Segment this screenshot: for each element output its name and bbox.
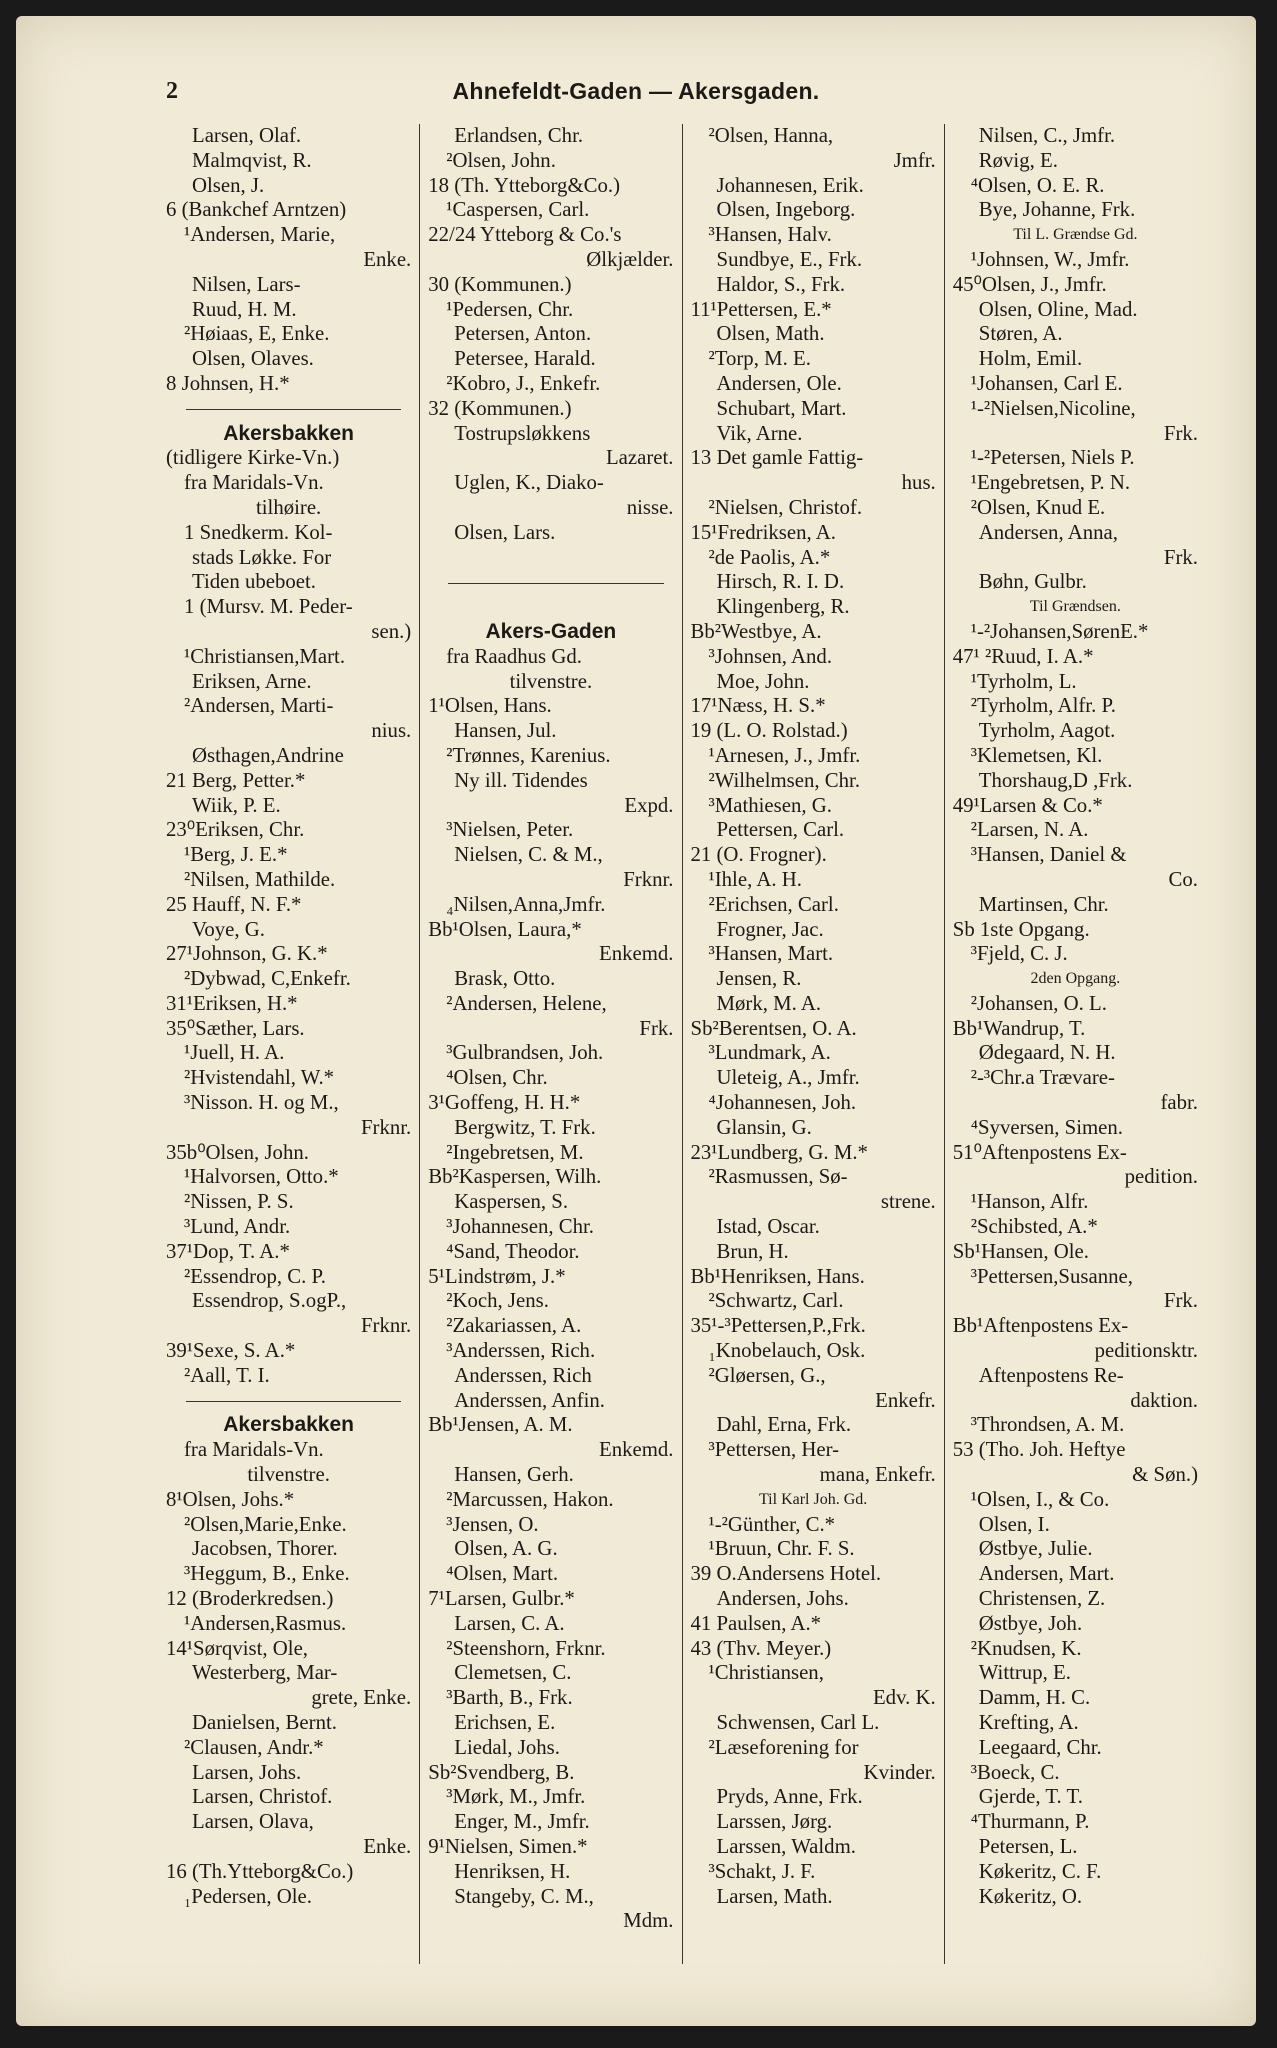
directory-entry: ¹Caspersen, Carl. <box>446 198 590 222</box>
directory-entry: grete, Enke. <box>311 1686 412 1710</box>
directory-entry: daktion. <box>1130 1388 1198 1412</box>
directory-entry: ¹Christiansen,Mart. <box>184 644 346 668</box>
directory-entry: ₁Pedersen, Ole. <box>184 1884 312 1908</box>
directory-entry: nisse. <box>626 495 674 519</box>
directory-entry: ²Olsen, Hanna, <box>708 124 834 147</box>
directory-entry: ²Steenshorn, Frknr. <box>446 1636 606 1660</box>
directory-entry: 25 Hauff, N. F.* <box>166 892 302 916</box>
directory-entry: (tidligere Kirke-Vn.) <box>166 446 340 470</box>
directory-entry: ⁴Syversen, Simen. <box>970 1115 1123 1139</box>
directory-entry: ³Barth, B., Frk. <box>446 1686 573 1710</box>
directory-entry: mana, Enkefr. <box>819 1463 936 1487</box>
directory-entry: ¹Pedersen, Chr. <box>446 297 574 321</box>
directory-entry: ²Nilsen, Mathilde. <box>184 867 336 891</box>
directory-entry: ²Nielsen, Christof. <box>708 495 863 519</box>
directory-entry: 18 (Th. Ytteborg&Co.) <box>428 173 621 197</box>
directory-entry: 13 Det gamle Fattig- <box>690 446 864 470</box>
directory-entry: ¹Johansen, Carl E. <box>970 371 1123 395</box>
directory-entry: ³Lund, Andr. <box>184 1215 291 1239</box>
directory-entry: 1¹Olsen, Hans. <box>428 694 552 718</box>
directory-entry: Bb¹Olsen, Laura,* <box>428 917 582 941</box>
directory-entry: Jmfr. <box>893 148 936 172</box>
directory-entry: Tiden ubeboet. <box>192 570 317 594</box>
directory-entry: nius. <box>371 719 412 743</box>
directory-entry: Larssen, Waldm. <box>716 1834 856 1858</box>
directory-entry: fra Maridals-Vn. <box>184 1438 324 1462</box>
column-3 <box>682 124 944 1964</box>
directory-entry: Frknr. <box>360 1115 412 1139</box>
directory-entry: Mørk, M. A. <box>716 991 822 1015</box>
directory-entry: Østhagen,Andrine <box>192 743 344 767</box>
directory-entry: Olsen, A. G. <box>454 1537 558 1561</box>
directory-entry: Vik, Arne. <box>716 421 803 445</box>
directory-entry: Edv. K. <box>872 1686 936 1710</box>
directory-entry: ²Olsen, Knud E. <box>970 495 1106 519</box>
directory-entry: ¹-²Johansen,SørenE.* <box>970 619 1149 643</box>
directory-entry: 11¹Pettersen, E.* <box>690 297 832 321</box>
directory-entry: 49¹Larsen & Co.* <box>952 793 1103 817</box>
directory-entry: 30 (Kommunen.) <box>428 272 572 296</box>
directory-entry: Ølkjælder. <box>586 247 674 271</box>
directory-entry: Jacobsen, Thorer. <box>192 1537 338 1561</box>
directory-entry: Enke. <box>363 1834 412 1858</box>
directory-entry: Stangeby, C. M., <box>454 1884 594 1908</box>
directory-entry: ³Klemetsen, Kl. <box>970 743 1103 767</box>
page-title: Ahnefeldt-Gaden — Akersgaden. <box>452 78 820 104</box>
directory-entry: ²-³Chr.a Trævare- <box>970 1066 1115 1090</box>
directory-entry: Frogner, Jac. <box>716 917 824 941</box>
directory-entry: 8¹Olsen, Johs.* <box>166 1487 295 1511</box>
directory-entry <box>428 595 673 620</box>
directory-entry: Holm, Emil. <box>978 347 1083 371</box>
directory-entry: Damm, H. C. <box>978 1686 1091 1710</box>
directory-entry: ¹-²Günther, C.* <box>708 1512 836 1536</box>
directory-entry: Olsen, Olaves. <box>192 347 314 371</box>
directory-entry: Frk. <box>1163 1289 1198 1313</box>
directory-entry: 43 (Thv. Meyer.) <box>690 1636 832 1660</box>
directory-entry: 17¹Næss, H. S.* <box>690 694 826 718</box>
directory-entry: 6 (Bankchef Arntzen) <box>166 198 347 222</box>
directory-entry: Sb¹Hansen, Ole. <box>952 1239 1089 1263</box>
directory-entry: ¹Andersen,Rasmus. <box>184 1611 347 1635</box>
directory-entry: Hirsch, R. I. D. <box>716 570 845 594</box>
directory-entry: fra Maridals-Vn. <box>184 471 324 495</box>
directory-entry: Sb²Svendberg, B. <box>428 1760 575 1784</box>
directory-entry: ²Hvistendahl, W.* <box>184 1066 335 1090</box>
directory-entry: Dahl, Erna, Frk. <box>716 1413 852 1437</box>
directory-entry: & Søn.) <box>1132 1463 1198 1487</box>
directory-entry: ³Heggum, B., Enke. <box>184 1562 350 1586</box>
directory-entry: Larsen, C. A. <box>454 1611 565 1635</box>
directory-entry: 9¹Nielsen, Simen.* <box>428 1834 588 1858</box>
directory-entry: Andersen, Anna, <box>978 520 1118 544</box>
directory-entry: ₄Nilsen,Anna,Jmfr. <box>446 892 606 916</box>
directory-entry: 1 (Mursv. M. Peder- <box>184 595 353 619</box>
directory-entry: 32 (Kommunen.) <box>428 396 572 420</box>
directory-entry: Bye, Johanne, Frk. <box>978 198 1136 222</box>
directory-entry: Andersen, Ole. <box>716 371 842 395</box>
directory-entry: ³Mørk, M., Jmfr. <box>446 1785 586 1809</box>
directory-entry: stads Løkke. For <box>192 545 332 569</box>
directory-entry: ²Olsen, John. <box>446 148 556 172</box>
directory-entry: Larsen, Christof. <box>192 1785 333 1809</box>
directory-entry: Erlandsen, Chr. <box>454 124 584 147</box>
directory-entry: Bb¹Henriksen, Hans. <box>690 1264 865 1288</box>
directory-entry: Bergwitz, T. Frk. <box>454 1115 596 1139</box>
directory-entry: Støren, A. <box>978 322 1063 346</box>
directory-entry: 53 (Tho. Joh. Heftye <box>952 1438 1126 1462</box>
directory-entry: Wiik, P. E. <box>192 793 281 817</box>
directory-entry: ⁴Thurmann, P. <box>970 1810 1090 1834</box>
directory-entry: Istad, Oscar. <box>716 1215 820 1239</box>
directory-entry: ⁴Olsen, O. E. R. <box>970 173 1105 197</box>
directory-entry: ²Olsen,Marie,Enke. <box>184 1512 347 1536</box>
directory-entry: ²Tyrholm, Alfr. P. <box>970 694 1116 718</box>
directory-entry: 21 Berg, Petter.* <box>166 768 306 792</box>
directory-entry: ²Nissen, P. S. <box>184 1190 294 1214</box>
directory-entry: Østbye, Julie. <box>978 1537 1093 1561</box>
directory-entry: Krefting, A. <box>978 1711 1079 1734</box>
directory-entry: Essendrop, S.ogP., <box>192 1289 347 1313</box>
directory-entry: Hansen, Gerh. <box>454 1463 574 1487</box>
directory-entry: Andersen, Johs. <box>716 1587 849 1611</box>
section-divider <box>166 1389 411 1414</box>
directory-entry: Christensen, Z. <box>978 1587 1106 1611</box>
directory-entry: ¹-²Petersen, Niels P. <box>970 446 1135 470</box>
directory-entry: hus. <box>901 471 936 495</box>
section-divider <box>166 397 411 422</box>
directory-entry: tilvenstre. <box>247 1463 330 1487</box>
directory-entry: 35b⁰Olsen, John. <box>166 1140 309 1164</box>
directory-entry: Moe, John. <box>716 669 810 693</box>
directory-entry: Kaspersen, S. <box>454 1190 569 1214</box>
directory-entry: ²Schibsted, A.* <box>970 1215 1098 1239</box>
directory-entry: Co. <box>1168 867 1198 891</box>
directory-entry: ⁴Johannesen, Joh. <box>708 1091 857 1115</box>
directory-entry: Expd. <box>624 793 674 817</box>
directory-entry: Martinsen, Chr. <box>978 892 1109 916</box>
directory-entry: Enkemd. <box>598 942 674 966</box>
directory-entry: Sb 1ste Opgang. <box>952 917 1090 941</box>
directory-entry: Bøhn, Gulbr. <box>978 570 1087 594</box>
directory-entry: ³Boeck, C. <box>970 1760 1060 1784</box>
directory-entry: ²Essendrop, C. P. <box>184 1264 327 1288</box>
directory-entry: ³Gulbrandsen, Joh. <box>446 1041 604 1065</box>
directory-entry: Uglen, K., Diako- <box>454 471 604 495</box>
directory-entry: Olsen, Ingeborg. <box>716 198 856 222</box>
directory-entry: ³Schakt, J. F. <box>708 1859 816 1883</box>
directory-entry: 39¹Sexe, S. A.* <box>166 1339 296 1363</box>
directory-entry: sen.) <box>371 619 412 643</box>
sub-direction-note: Til Grændsen. <box>1029 598 1121 616</box>
directory-entry: ³Hansen, Mart. <box>708 942 834 966</box>
directory-columns <box>166 124 1206 1964</box>
directory-entry: Røvig, E. <box>978 148 1058 172</box>
directory-entry: Køkeritz, O. <box>978 1884 1083 1908</box>
directory-entry: Andersen, Mart. <box>978 1562 1115 1586</box>
directory-entry: 5¹Lindstrøm, J.* <box>428 1264 566 1288</box>
directory-entry: ²Trønnes, Karenius. <box>446 743 611 767</box>
directory-entry: Bb¹Wandrup, T. <box>952 1016 1086 1040</box>
directory-entry: Aftenpostens Re- <box>978 1363 1124 1387</box>
street-heading: Akersbakken <box>223 421 354 445</box>
directory-entry: Frknr. <box>623 867 674 891</box>
directory-entry: Frknr. <box>360 1314 412 1338</box>
directory-entry: Westerberg, Mar- <box>192 1661 338 1685</box>
directory-entry: Larsen, Johs. <box>192 1760 302 1784</box>
directory-entry: Henriksen, H. <box>454 1859 571 1883</box>
directory-entry: peditionsktr. <box>1094 1339 1198 1363</box>
directory-entry: Olsen, Math. <box>716 322 825 346</box>
directory-entry: ¹Engebretsen, P. N. <box>970 471 1131 495</box>
directory-entry: ²Erichsen, Carl. <box>708 892 839 916</box>
directory-entry: Clemetsen, C. <box>454 1661 572 1685</box>
directory-entry: 23¹Lundberg, G. M.* <box>690 1140 868 1164</box>
directory-entry: 12 (Broderkredsen.) <box>166 1587 334 1611</box>
directory-entry: ¹Arnesen, J., Jmfr. <box>708 743 861 767</box>
directory-entry: Eriksen, Arne. <box>192 669 312 693</box>
directory-entry: Kvinder. <box>863 1760 936 1784</box>
directory-entry: Petersee, Harald. <box>454 347 596 371</box>
directory-entry: Larsen, Olaf. <box>192 124 302 147</box>
directory-entry: 19 (L. O. Rolstad.) <box>690 719 848 743</box>
directory-entry: Leegaard, Chr. <box>978 1735 1102 1759</box>
directory-entry: ³Mathiesen, G. <box>708 793 832 817</box>
directory-entry: ²Knudsen, K. <box>970 1636 1082 1660</box>
directory-entry: Larssen, Jørg. <box>716 1810 833 1834</box>
directory-entry: Voye, G. <box>192 917 265 941</box>
directory-entry: ³Nielsen, Peter. <box>446 818 574 842</box>
directory-entry: ¹Juell, H. A. <box>184 1041 285 1065</box>
directory-entry: Enke. <box>363 247 412 271</box>
directory-entry: Enger, M., Jmfr. <box>454 1810 590 1834</box>
directory-entry: 47¹ ²Ruud, I. A.* <box>952 644 1094 668</box>
directory-entry: ²Andersen, Marti- <box>184 694 334 718</box>
directory-entry: ³Pettersen, Her- <box>708 1438 840 1462</box>
directory-entry: ¹Halvorsen, Otto.* <box>184 1165 339 1189</box>
directory-entry: ¹Hanson, Alfr. <box>970 1190 1089 1214</box>
directory-entry: ²Wilhelmsen, Chr. <box>708 768 861 792</box>
directory-entry: Enkemd. <box>598 1438 674 1462</box>
directory-entry: Liedal, Johs. <box>454 1735 560 1759</box>
directory-entry: Frk. <box>1163 545 1198 569</box>
directory-entry: Hansen, Jul. <box>454 719 557 743</box>
directory-entry: 16 (Th.Ytteborg&Co.) <box>166 1859 354 1883</box>
directory-entry: Olsen, Oline, Mad. <box>978 297 1138 321</box>
directory-entry: ³Jensen, O. <box>446 1512 539 1536</box>
directory-entry: Olsen, J. <box>192 173 265 197</box>
directory-entry: Schwensen, Carl L. <box>716 1711 880 1734</box>
directory-entry: Erichsen, E. <box>454 1711 556 1734</box>
directory-entry: Glansin, G. <box>716 1115 812 1139</box>
directory-entry: Køkeritz, C. F. <box>978 1859 1102 1883</box>
directory-entry: ²Rasmussen, Sø- <box>708 1165 848 1189</box>
directory-entry: ²Andersen, Helene, <box>446 991 607 1015</box>
directory-entry: Mdm. <box>623 1909 674 1933</box>
directory-entry: ³Hansen, Halv. <box>708 223 832 247</box>
directory-entry: Sundbye, E., Frk. <box>716 247 863 271</box>
directory-entry: ²Zakariassen, A. <box>446 1314 582 1338</box>
directory-entry: ³Lundmark, A. <box>708 1041 831 1065</box>
directory-entry: ²Høiaas, E, Enke. <box>184 322 330 346</box>
directory-entry: ²Læseforening for <box>708 1735 859 1759</box>
directory-entry: Klingenberg, R. <box>716 595 850 619</box>
directory-entry: ²Ingebretsen, M. <box>446 1140 584 1164</box>
directory-entry: Thorshaug,D ,Frk. <box>978 768 1133 792</box>
directory-entry: ²Torp, M. E. <box>708 347 811 371</box>
directory-entry: ⁴Olsen, Mart. <box>446 1562 559 1586</box>
directory-entry: Lazaret. <box>605 446 674 470</box>
directory-entry: Bb¹Aftenpostens Ex- <box>952 1314 1129 1338</box>
directory-entry: Sb²Berentsen, O. A. <box>690 1016 857 1040</box>
directory-entry: 31¹Eriksen, H.* <box>166 991 298 1015</box>
directory-entry: 14¹Sørqvist, Ole, <box>166 1636 308 1660</box>
directory-entry: Ruud, H. M. <box>192 297 297 321</box>
directory-entry: Bb²Kaspersen, Wilh. <box>428 1165 602 1189</box>
directory-entry: Brask, Otto. <box>454 967 556 991</box>
directory-entry: Ny ill. Tidendes <box>454 768 588 792</box>
section-divider <box>428 570 673 595</box>
directory-entry: ²Aall, T. I. <box>184 1363 270 1387</box>
page-number: 2 <box>166 78 178 104</box>
directory-entry: 27¹Johnson, G. K.* <box>166 942 328 966</box>
directory-entry: ²Koch, Jens. <box>446 1289 549 1313</box>
directory-entry: 35¹-³Pettersen,P.,Frk. <box>690 1314 866 1338</box>
directory-entry: Larsen, Math. <box>716 1884 833 1908</box>
directory-entry: tilvenstre. <box>509 669 593 693</box>
directory-entry: Olsen, Lars. <box>454 520 556 544</box>
directory-entry: ²Larsen, N. A. <box>970 818 1089 842</box>
directory-entry: Nilsen, C., Jmfr. <box>978 124 1116 147</box>
directory-entry: ²Marcussen, Hakon. <box>446 1487 614 1511</box>
directory-entry: ¹Olsen, I., & Co. <box>970 1487 1110 1511</box>
directory-entry: Anderssen, Rich <box>454 1363 592 1387</box>
directory-entry: 3¹Goffeng, H. H.* <box>428 1091 581 1115</box>
directory-entry: Pryds, Anne, Frk. <box>716 1785 863 1809</box>
directory-entry: ²Kobro, J., Enkefr. <box>446 371 601 395</box>
directory-entry: Anderssen, Anfin. <box>454 1388 606 1412</box>
directory-entry: ⁴Sand, Theodor. <box>446 1239 580 1263</box>
directory-entry: ₁Knobelauch, Osk. <box>708 1339 866 1363</box>
directory-entry: ³Throndsen, A. M. <box>970 1413 1125 1437</box>
directory-entry: 7¹Larsen, Gulbr.* <box>428 1587 575 1611</box>
directory-entry: Wittrup, E. <box>978 1661 1071 1685</box>
directory-entry: ³Hansen, Daniel & <box>970 843 1127 867</box>
directory-entry: ²Clausen, Andr.* <box>184 1735 324 1759</box>
directory-entry: ³Nisson. H. og M., <box>184 1091 339 1115</box>
column-1 <box>166 124 419 1964</box>
directory-entry: 8 Johnsen, H.* <box>166 371 290 395</box>
directory-entry: ³Pettersen,Susanne, <box>970 1264 1133 1288</box>
directory-entry: 1 Snedkerm. Kol- <box>184 520 333 544</box>
directory-entry: ¹-²Nielsen,Nicoline, <box>970 396 1136 420</box>
directory-page <box>16 16 1256 2026</box>
directory-entry: Petersen, Anton. <box>454 322 592 346</box>
directory-entry: Tostrupsløkkens <box>454 421 591 445</box>
directory-entry: ³Johnsen, And. <box>708 644 833 668</box>
directory-entry: ¹Andersen, Marie, <box>184 223 336 247</box>
directory-entry: 22/24 Ytteborg & Co.'s <box>428 223 622 247</box>
directory-entry: ¹Berg, J. E.* <box>184 843 288 867</box>
directory-entry: ³Anderssen, Rich. <box>446 1339 596 1363</box>
directory-entry: strene. <box>880 1190 936 1214</box>
directory-entry: tilhøire. <box>255 495 322 519</box>
directory-entry: Jensen, R. <box>716 967 802 991</box>
directory-entry: Johannesen, Erik. <box>716 173 864 197</box>
directory-entry: Bb¹Jensen, A. M. <box>428 1413 573 1437</box>
directory-entry: 37¹Dop, T. A.* <box>166 1239 290 1263</box>
directory-entry: Larsen, Olava, <box>192 1810 314 1834</box>
directory-entry: Schubart, Mart. <box>716 396 847 420</box>
directory-entry: Frk. <box>639 1016 674 1040</box>
directory-entry: 39 O.Andersens Hotel. <box>690 1562 882 1586</box>
directory-entry: ²de Paolis, A.* <box>708 545 831 569</box>
page-header <box>16 78 1256 118</box>
directory-entry: ²Johansen, O. L. <box>970 991 1107 1015</box>
directory-entry: ²Dybwad, C,Enkefr. <box>184 967 351 991</box>
directory-entry: Haldor, S., Frk. <box>716 272 846 296</box>
directory-entry: ¹Bruun, Chr. F. S. <box>708 1537 855 1561</box>
directory-entry: 51⁰Aftenpostens Ex- <box>952 1140 1127 1164</box>
sub-direction-note: Til L. Grændse Gd. <box>1013 226 1138 244</box>
directory-entry: ²Gløersen, G., <box>708 1363 826 1387</box>
directory-entry: Nielsen, C. & M., <box>454 843 603 867</box>
directory-entry: Nilsen, Lars- <box>192 272 301 296</box>
directory-entry: Bb²Westbye, A. <box>690 619 822 643</box>
directory-entry: Gjerde, T. T. <box>978 1785 1083 1809</box>
directory-entry: Olsen, I. <box>978 1512 1050 1536</box>
directory-entry: 45⁰Olsen, J., Jmfr. <box>952 272 1107 296</box>
street-heading: Akers-Gaden <box>485 619 617 643</box>
directory-entry: fabr. <box>1160 1091 1198 1115</box>
directory-entry: Brun, H. <box>716 1239 789 1263</box>
directory-entry: ²Schwartz, Carl. <box>708 1289 844 1313</box>
directory-entry: ⁴Olsen, Chr. <box>446 1066 548 1090</box>
sub-direction-note: Til Karl Joh. Gd. <box>758 1490 868 1508</box>
directory-entry: Petersen, L. <box>978 1834 1078 1858</box>
directory-entry: 23⁰Eriksen, Chr. <box>166 818 305 842</box>
directory-entry: ¹Johnsen, W., Jmfr. <box>970 247 1130 271</box>
directory-entry: Enkefr. <box>875 1388 936 1412</box>
street-heading: Akersbakken <box>223 1413 354 1437</box>
directory-entry: ³Fjeld, C. J. <box>970 942 1068 966</box>
directory-entry: Ødegaard, N. H. <box>978 1041 1116 1065</box>
column-4 <box>944 124 1206 1964</box>
directory-entry: Østbye, Joh. <box>978 1611 1083 1635</box>
directory-entry: 15¹Fredriksen, A. <box>690 520 836 544</box>
column-2 <box>419 124 681 1964</box>
directory-entry: 21 (O. Frogner). <box>690 843 827 867</box>
directory-entry <box>428 546 673 571</box>
directory-entry: pedition. <box>1124 1165 1198 1189</box>
directory-entry: Danielsen, Bernt. <box>192 1711 337 1734</box>
directory-entry: ³Johannesen, Chr. <box>446 1215 595 1239</box>
directory-entry: 41 Paulsen, A.* <box>690 1611 822 1635</box>
directory-entry: Frk. <box>1163 421 1198 445</box>
directory-entry: ¹Ihle, A. H. <box>708 867 802 891</box>
directory-entry: 35⁰Sæther, Lars. <box>166 1016 305 1040</box>
directory-entry: ¹Christiansen, <box>708 1661 824 1685</box>
directory-entry: ¹Tyrholm, L. <box>970 669 1077 693</box>
directory-entry: Tyrholm, Aagot. <box>978 719 1116 743</box>
directory-entry: Uleteig, A., Jmfr. <box>716 1066 860 1090</box>
directory-entry: Malmqvist, R. <box>192 148 312 172</box>
sub-direction-note: 2den Opgang. <box>1030 970 1121 988</box>
directory-entry: fra Raadhus Gd. <box>446 644 582 668</box>
directory-entry: Pettersen, Carl. <box>716 818 845 842</box>
